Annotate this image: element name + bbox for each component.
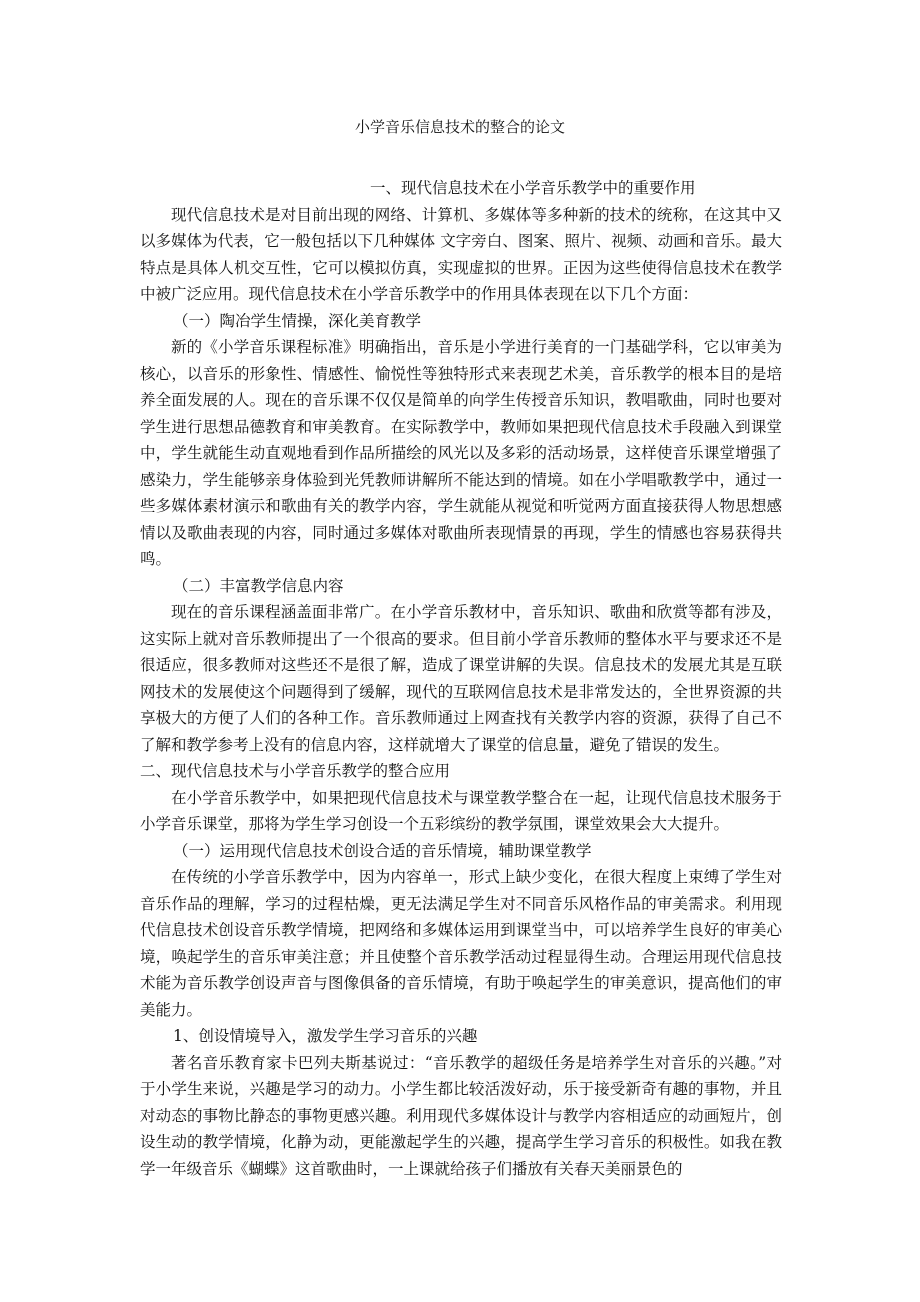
document-title: 小学音乐信息技术的整合的论文 xyxy=(354,118,565,136)
subsection-heading: 1、创设情境导入，激发学生学习音乐的兴趣 xyxy=(173,1027,478,1045)
document-body xyxy=(140,175,782,1182)
paragraph: 著名音乐教育家卡巴列夫斯基说过：“音乐教学的超级任务是培养学生对音乐的兴趣。”对于小学生来说，兴趣是学习的动力。小学生都比较活泼好动，乐于接受新奇有趣的事物，并且对动态的事物比静态的事物更感兴趣。利用现代多媒体设计与教学内容相适应的动画短片，创设生动的教学情境，化静为动，更能激起学生的兴趣，提高学生学习音乐的积极性。如我在教学一年级音乐《蝴蝶》这首歌曲时，一上课就给孩子们播放有关春天美丽景色的 xyxy=(140,1053,782,1178)
paragraph: 新的《小学音乐课程标准》明确指出，音乐是小学进行美育的一门基础学科，它以审美为核心，以音乐的形象性、情感性、愉悦性等独特形式来表现艺术美，音乐教学的根本目的是培养全面发展的人。现在的音乐课不仅仅是简单的向学生传授音乐知识，教唱歌曲，同时也要对学生进行思想品德教育和审美教育。在实际教学中，教师如果把现代信息技术手段融入到课堂中，学生就能生动直观地看到作品所描绘的风光以及多彩的活动场景，这样使音乐课堂增强了感染力，学生能够亲身体验到光凭教师讲解所不能达到的情境。如在小学唱歌教学中，通过一些多媒体素材演示和歌曲有关的教学内容，学生就能从视觉和听觉两方面直接获得人物思想感情以及歌曲表现的内容，同时通过多媒体对歌曲所表现情景的再现，学生的情感也容易获得共鸣。 xyxy=(140,338,782,568)
section-heading: 二、现代信息技术与小学音乐教学的整合应用 xyxy=(140,762,451,780)
paragraph: 在传统的小学音乐教学中，因为内容单一，形式上缺少变化，在很大程度上束缚了学生对音乐作品的理解，学习的过程枯燥，更无法满足学生对不同音乐风格作品的审美需求。利用现代信息技术创设音乐教学情境，把网络和多媒体运用到课堂当中，可以培养学生良好的审美心境，唤起学生的音乐审美注意；并且使整个音乐教学活动过程显得生动。合理运用现代信息技术能为音乐教学创设声音与图像俱备的音乐情境，有助于唤起学生的审美意识，提高他们的审美能力。 xyxy=(140,868,782,1019)
paragraph: 现在的音乐课程涵盖面非常广。在小学音乐教材中，音乐知识、歌曲和欣赏等都有涉及，这实际上就对音乐教师提出了一个很高的要求。但目前小学音乐教师的整体水平与要求还不是很适应，很多教师对这些还不是很了解，造成了课堂讲解的失误。信息技术的发展尤其是互联网技术的发展使这个问题得到了缓解，现代的互联网信息技术是非常发达的，全世界资源的共享极大的方便了人们的各种工作。音乐教师通过上网查找有关教学内容的资源，获得了自己不了解和教学参考上没有的信息内容，这样就增大了课堂的信息量，避免了错误的发生。 xyxy=(140,603,782,754)
subsection-heading: （一）陶冶学生情操，深化美育教学 xyxy=(173,311,422,330)
paragraph: 在小学音乐教学中，如果把现代信息技术与课堂教学整合在一起，让现代信息技术服务于小学音乐课堂，那将为学生学习创设一个五彩缤纷的教学氛围，课堂效果会大大提升。 xyxy=(140,788,782,833)
section-heading: 一、现代信息技术在小学音乐教学中的重要作用 xyxy=(370,179,696,197)
subsection-heading: （一）运用现代信息技术创设合适的音乐情境，辅助课堂教学 xyxy=(173,841,592,860)
subsection-heading: （二）丰富教学信息内容 xyxy=(173,576,344,595)
paragraph: 现代信息技术是对目前出现的网络、计算机、多媒体等多种新的技术的统称，在这其中又以多媒体为代表，它一般包括以下几种媒体 文字旁白、图案、照片、视频、动画和音乐。最大特点是具体人机交互性，它可以模拟仿真，实现虚拟的世界。正因为这些使得信息技术在教学中被广泛应用。现代信息技术在小学音乐教学中的作用具体表现在以下几个方面： xyxy=(140,205,782,303)
